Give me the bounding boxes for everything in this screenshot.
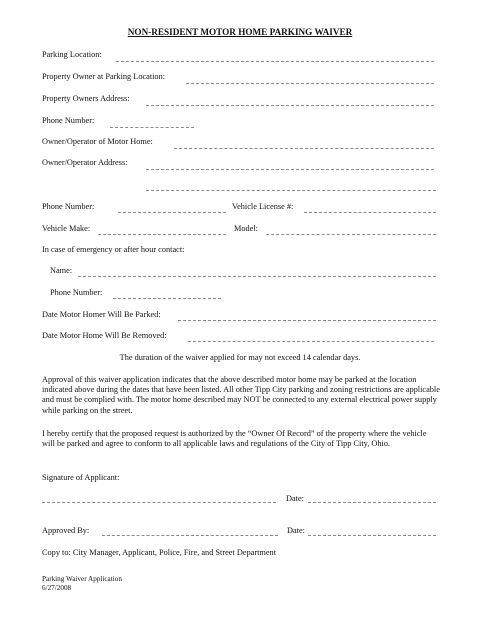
date-parked-field[interactable] (178, 320, 436, 321)
owner-operator-field[interactable] (174, 148, 434, 149)
phone-number-2-label: Phone Number: (42, 202, 95, 211)
parking-location-label: Parking Location: (42, 50, 102, 59)
phone-number-3-field[interactable] (113, 298, 221, 299)
owners-address-label: Property Owners Address: (42, 94, 130, 103)
owner-operator-label: Owner/Operator of Motor Home: (42, 137, 153, 146)
operator-address-field-line-1[interactable] (146, 169, 434, 170)
phone-number-label: Phone Number: (42, 116, 95, 125)
emergency-contact-label: In case of emergency or after hour contact: (42, 245, 185, 254)
vehicle-license-label: Vehicle License #: (232, 202, 294, 211)
duration-notice: The duration of the waiver applied for may not exceed 14 calendar days. (119, 353, 361, 362)
operator-address-field-line-2[interactable] (146, 190, 436, 191)
model-label: Model: (234, 224, 258, 233)
footer-date: 6/27/2008 (42, 584, 72, 592)
approval-date-label: Date: (287, 526, 305, 535)
approved-by-field[interactable] (102, 535, 278, 536)
footer-form-name: Parking Waiver Application (42, 575, 122, 583)
approved-by-label: Approved By: (42, 526, 90, 535)
signature-date-field[interactable] (308, 502, 436, 503)
name-field[interactable] (78, 276, 436, 277)
certify-paragraph: I hereby certify that the proposed request is authorized by the “Owner Of Record” of the property where the vehicle will be parked and agree to conform to all applicable laws and regulations of the City of Tipp City, Ohio. (42, 429, 427, 449)
phone-number-field[interactable] (110, 127, 194, 128)
date-removed-field[interactable] (188, 341, 434, 342)
form-title: NON-RESIDENT MOTOR HOME PARKING WAIVER (127, 27, 353, 37)
signature-label: Signature of Applicant: (42, 473, 120, 482)
property-owner-label: Property Owner at Parking Location: (42, 72, 166, 81)
date-parked-label: Date Motor Homer Will Be Parked: (42, 310, 161, 319)
parking-location-field[interactable] (116, 61, 434, 62)
vehicle-make-label: Vehicle Make: (42, 224, 91, 233)
approval-date-field[interactable] (308, 535, 436, 536)
date-removed-label: Date Motor Home Will Be Removed: (42, 331, 167, 340)
owners-address-field[interactable] (146, 105, 434, 106)
model-field[interactable] (266, 234, 436, 235)
signature-date-label: Date: (286, 494, 304, 503)
copy-to-line: Copy to: City Manager, Applicant, Police, Fire, and Street Department (42, 548, 277, 557)
phone-number-2-field[interactable] (118, 212, 226, 213)
property-owner-field[interactable] (186, 83, 434, 84)
signature-field[interactable] (42, 502, 276, 503)
operator-address-label: Owner/Operator Address: (42, 158, 128, 167)
phone-number-3-label: Phone Number: (50, 288, 103, 297)
name-label: Name: (50, 266, 73, 275)
approval-paragraph: Approval of this waiver application indicates that the above described motor home may be parked at the location indicated above during the dates that have been listed. All other Tipp City parking and zoning restrictions are applicable and must be complied with. The motor home described may NOT be connected to any external electrical power supply while parking on the street. (42, 375, 440, 415)
vehicle-make-field[interactable] (98, 234, 226, 235)
vehicle-license-field[interactable] (304, 212, 436, 213)
